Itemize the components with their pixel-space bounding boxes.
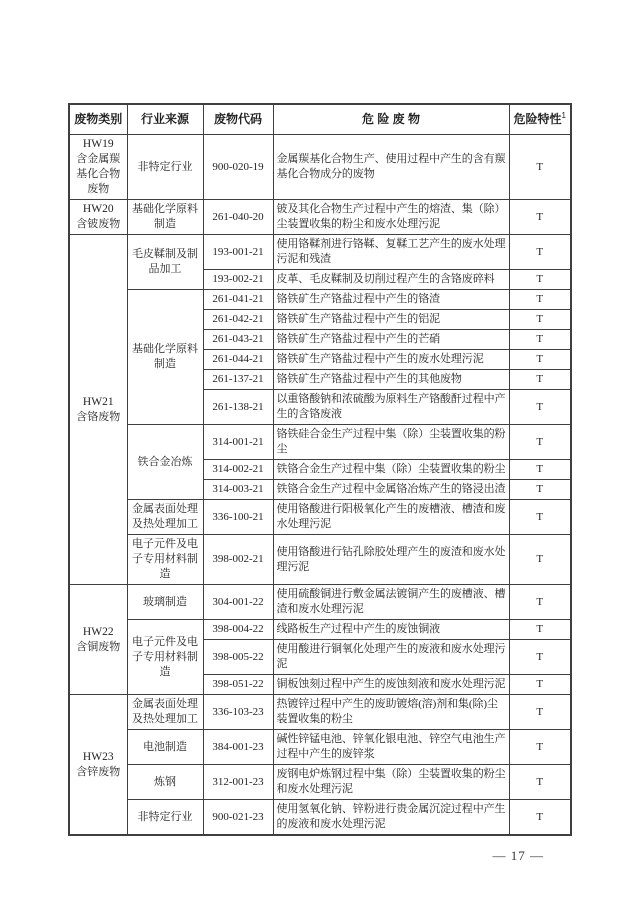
- hazard-trait-cell: T: [509, 535, 571, 585]
- waste-code-cell: 398-051-22: [203, 675, 273, 695]
- waste-description-cell: 铬铁矿生产铬盐过程中产生的废水处理污泥: [273, 350, 509, 370]
- waste-description-cell: 使用铬鞣剂进行铬鞣、复鞣工艺产生的废水处理污泥和残渣: [273, 235, 509, 270]
- waste-description-cell: 废钢电炉炼钢过程中集（除）尘装置收集的粉尘和废水处理污泥: [273, 765, 509, 800]
- waste-code-cell: 398-002-21: [203, 535, 273, 585]
- table-row: [69, 200, 571, 235]
- waste-description-cell: 铬铁硅合金生产过程中集（除）尘装置收集的粉尘: [273, 425, 509, 460]
- table-row: [69, 500, 571, 535]
- waste-code-cell: 261-137-21: [203, 370, 273, 390]
- waste-category-id: HW21: [82, 395, 114, 408]
- waste-code-cell: 314-002-21: [203, 460, 273, 480]
- waste-code-cell: 261-042-21: [203, 310, 273, 330]
- waste-code-cell: 336-100-21: [203, 500, 273, 535]
- industry-source-cell: 金属表面处理及热处理加工: [127, 695, 203, 730]
- table-row: [69, 800, 571, 836]
- col-header-hazardous-waste: 危 险 废 物: [273, 104, 509, 135]
- table-row: [69, 135, 571, 200]
- hazard-trait-cell: T: [509, 290, 571, 310]
- waste-code-cell: 398-004-22: [203, 620, 273, 640]
- waste-description-cell: 使用氢氧化钠、锌粉进行贵金属沉淀过程中产生的废液和废水处理污泥: [273, 800, 509, 836]
- industry-source-cell: 炼钢: [127, 765, 203, 800]
- waste-category-id: HW22: [82, 625, 114, 638]
- hazard-trait-cell: T: [509, 135, 571, 200]
- hazard-trait-cell: T: [509, 235, 571, 270]
- waste-description-cell: 使用酸进行铜氧化处理产生的废液和废水处理污泥: [273, 640, 509, 675]
- table-row: [69, 695, 571, 730]
- industry-source-cell: 电池制造: [127, 730, 203, 765]
- hazard-trait-cell: T: [509, 370, 571, 390]
- waste-description-cell: 线路板生产过程中产生的废蚀铜液: [273, 620, 509, 640]
- hazard-trait-cell: T: [509, 585, 571, 620]
- page-number: — 17 —: [492, 848, 544, 863]
- hazard-trait-cell: T: [509, 675, 571, 695]
- waste-description-cell: 使用硫酸铜进行敷金属法镀铜产生的废槽液、槽渣和废水处理污泥: [273, 585, 509, 620]
- hazardous-waste-table-container: [68, 103, 570, 864]
- table-row: [69, 765, 571, 800]
- waste-category-name: 含铍废物: [76, 218, 121, 230]
- industry-source-cell: 电子元件及电子专用材料制造: [127, 620, 203, 695]
- waste-code-cell: 261-044-21: [203, 350, 273, 370]
- waste-category-cell: [69, 200, 127, 235]
- hazard-trait-cell: T: [509, 730, 571, 765]
- waste-description-cell: 碱性锌锰电池、锌氧化银电池、锌空气电池生产过程中产生的废锌浆: [273, 730, 509, 765]
- waste-description-cell: 铁铬合金生产过程中集（除）尘装置收集的粉尘: [273, 460, 509, 480]
- col-header-industry-source: 行业来源: [127, 104, 203, 135]
- table-row: [69, 620, 571, 640]
- hazard-trait-cell: T: [509, 480, 571, 500]
- waste-code-cell: 261-041-21: [203, 290, 273, 310]
- industry-source-cell: 基础化学原料制造: [127, 200, 203, 235]
- waste-description-cell: 铁铬合金生产过程中金属铬冶炼产生的铬浸出渣: [273, 480, 509, 500]
- hazard-trait-cell: T: [509, 200, 571, 235]
- table-row: [69, 585, 571, 620]
- waste-description-cell: 铍及其化合物生产过程中产生的熔渣、集（除）尘装置收集的粉尘和废水处理污泥: [273, 200, 509, 235]
- footnote-marker: 1: [561, 111, 566, 120]
- waste-description-cell: 使用铬酸进行阳极氧化产生的废槽液、槽渣和废水处理污泥: [273, 500, 509, 535]
- waste-category-name: 含铜废物: [76, 640, 121, 653]
- table-row: [69, 235, 571, 270]
- industry-source-cell: 非特定行业: [127, 135, 203, 200]
- hazard-trait-cell: T: [509, 500, 571, 535]
- col-header-waste-code: 废物代码: [203, 104, 273, 135]
- waste-code-cell: 312-001-23: [203, 765, 273, 800]
- waste-description-cell: 使用铬酸进行钻孔除胶处理产生的废渣和废水处理污泥: [273, 535, 509, 585]
- table-row: [69, 535, 571, 585]
- waste-code-cell: 314-001-21: [203, 425, 273, 460]
- waste-description-cell: 铬铁矿生产铬盐过程中产生的芒硝: [273, 330, 509, 350]
- table-row: [69, 730, 571, 765]
- waste-description-cell: 以重铬酸钠和浓硫酸为原料生产铬酸酐过程中产生的含铬废液: [273, 390, 509, 425]
- col-header-hazard-trait: [509, 104, 571, 135]
- waste-code-cell: 336-103-23: [203, 695, 273, 730]
- waste-category-id: HW23: [82, 750, 114, 763]
- waste-category-name: 含金属羰基化合物废物: [76, 153, 121, 195]
- waste-description-cell: 铜板蚀刻过程中产生的废蚀刻液和废水处理污泥: [273, 675, 509, 695]
- waste-category-id: HW20: [82, 203, 114, 215]
- waste-code-cell: 261-138-21: [203, 390, 273, 425]
- table-row: [69, 425, 571, 460]
- hazard-trait-cell: T: [509, 330, 571, 350]
- industry-source-cell: 毛皮鞣制及制品加工: [127, 235, 203, 290]
- hazard-trait-cell: T: [509, 640, 571, 675]
- hazardous-waste-table: [68, 103, 572, 836]
- waste-description-cell: 铬铁矿生产铬盐过程中产生的铬渣: [273, 290, 509, 310]
- waste-category-name: 含铬废物: [76, 410, 121, 423]
- waste-code-cell: 261-043-21: [203, 330, 273, 350]
- industry-source-cell: 玻璃制造: [127, 585, 203, 620]
- waste-category-name: 含锌废物: [76, 765, 121, 778]
- industry-source-cell: 金属表面处理及热处理加工: [127, 500, 203, 535]
- hazard-trait-cell: T: [509, 390, 571, 425]
- waste-category-id: HW19: [82, 138, 114, 150]
- industry-source-cell: 非特定行业: [127, 800, 203, 836]
- waste-category-cell: [69, 235, 127, 585]
- waste-code-cell: 193-002-21: [203, 270, 273, 290]
- waste-description-cell: 金属羰基化合物生产、使用过程中产生的含有羰基化合物成分的废物: [273, 135, 509, 200]
- hazard-trait-cell: T: [509, 270, 571, 290]
- col-header-waste-category: 废物类别: [69, 104, 127, 135]
- waste-code-cell: 398-005-22: [203, 640, 273, 675]
- waste-description-cell: 铬铁矿生产铬盐过程中产生的铝泥: [273, 310, 509, 330]
- waste-description-cell: 铬铁矿生产铬盐过程中产生的其他废物: [273, 370, 509, 390]
- hazard-trait-cell: T: [509, 695, 571, 730]
- waste-description-cell: 热镀锌过程中产生的废助镀熔(溶)剂和集(除)尘装置收集的粉尘: [273, 695, 509, 730]
- hazard-trait-cell: T: [509, 460, 571, 480]
- waste-code-cell: 304-001-22: [203, 585, 273, 620]
- waste-code-cell: 314-003-21: [203, 480, 273, 500]
- waste-code-cell: 900-020-19: [203, 135, 273, 200]
- waste-code-cell: 384-001-23: [203, 730, 273, 765]
- hazard-trait-cell: T: [509, 800, 571, 836]
- waste-code-cell: 261-040-20: [203, 200, 273, 235]
- waste-code-cell: 193-001-21: [203, 235, 273, 270]
- waste-category-cell: [69, 585, 127, 695]
- hazard-trait-cell: T: [509, 310, 571, 330]
- industry-source-cell: 铁合金冶炼: [127, 425, 203, 500]
- hazard-trait-cell: T: [509, 350, 571, 370]
- hazard-trait-cell: T: [509, 620, 571, 640]
- hazard-trait-label: 危险特性: [513, 112, 562, 126]
- industry-source-cell: 电子元件及电子专用材料制造: [127, 535, 203, 585]
- industry-source-cell: 基础化学原料制造: [127, 290, 203, 425]
- hazard-trait-cell: T: [509, 425, 571, 460]
- table-row: [69, 290, 571, 310]
- waste-category-cell: [69, 695, 127, 836]
- hazard-trait-cell: T: [509, 765, 571, 800]
- waste-description-cell: 皮革、毛皮鞣制及切削过程产生的含铬废碎料: [273, 270, 509, 290]
- table-header-row: [69, 104, 571, 135]
- waste-category-cell: [69, 135, 127, 200]
- waste-code-cell: 900-021-23: [203, 800, 273, 836]
